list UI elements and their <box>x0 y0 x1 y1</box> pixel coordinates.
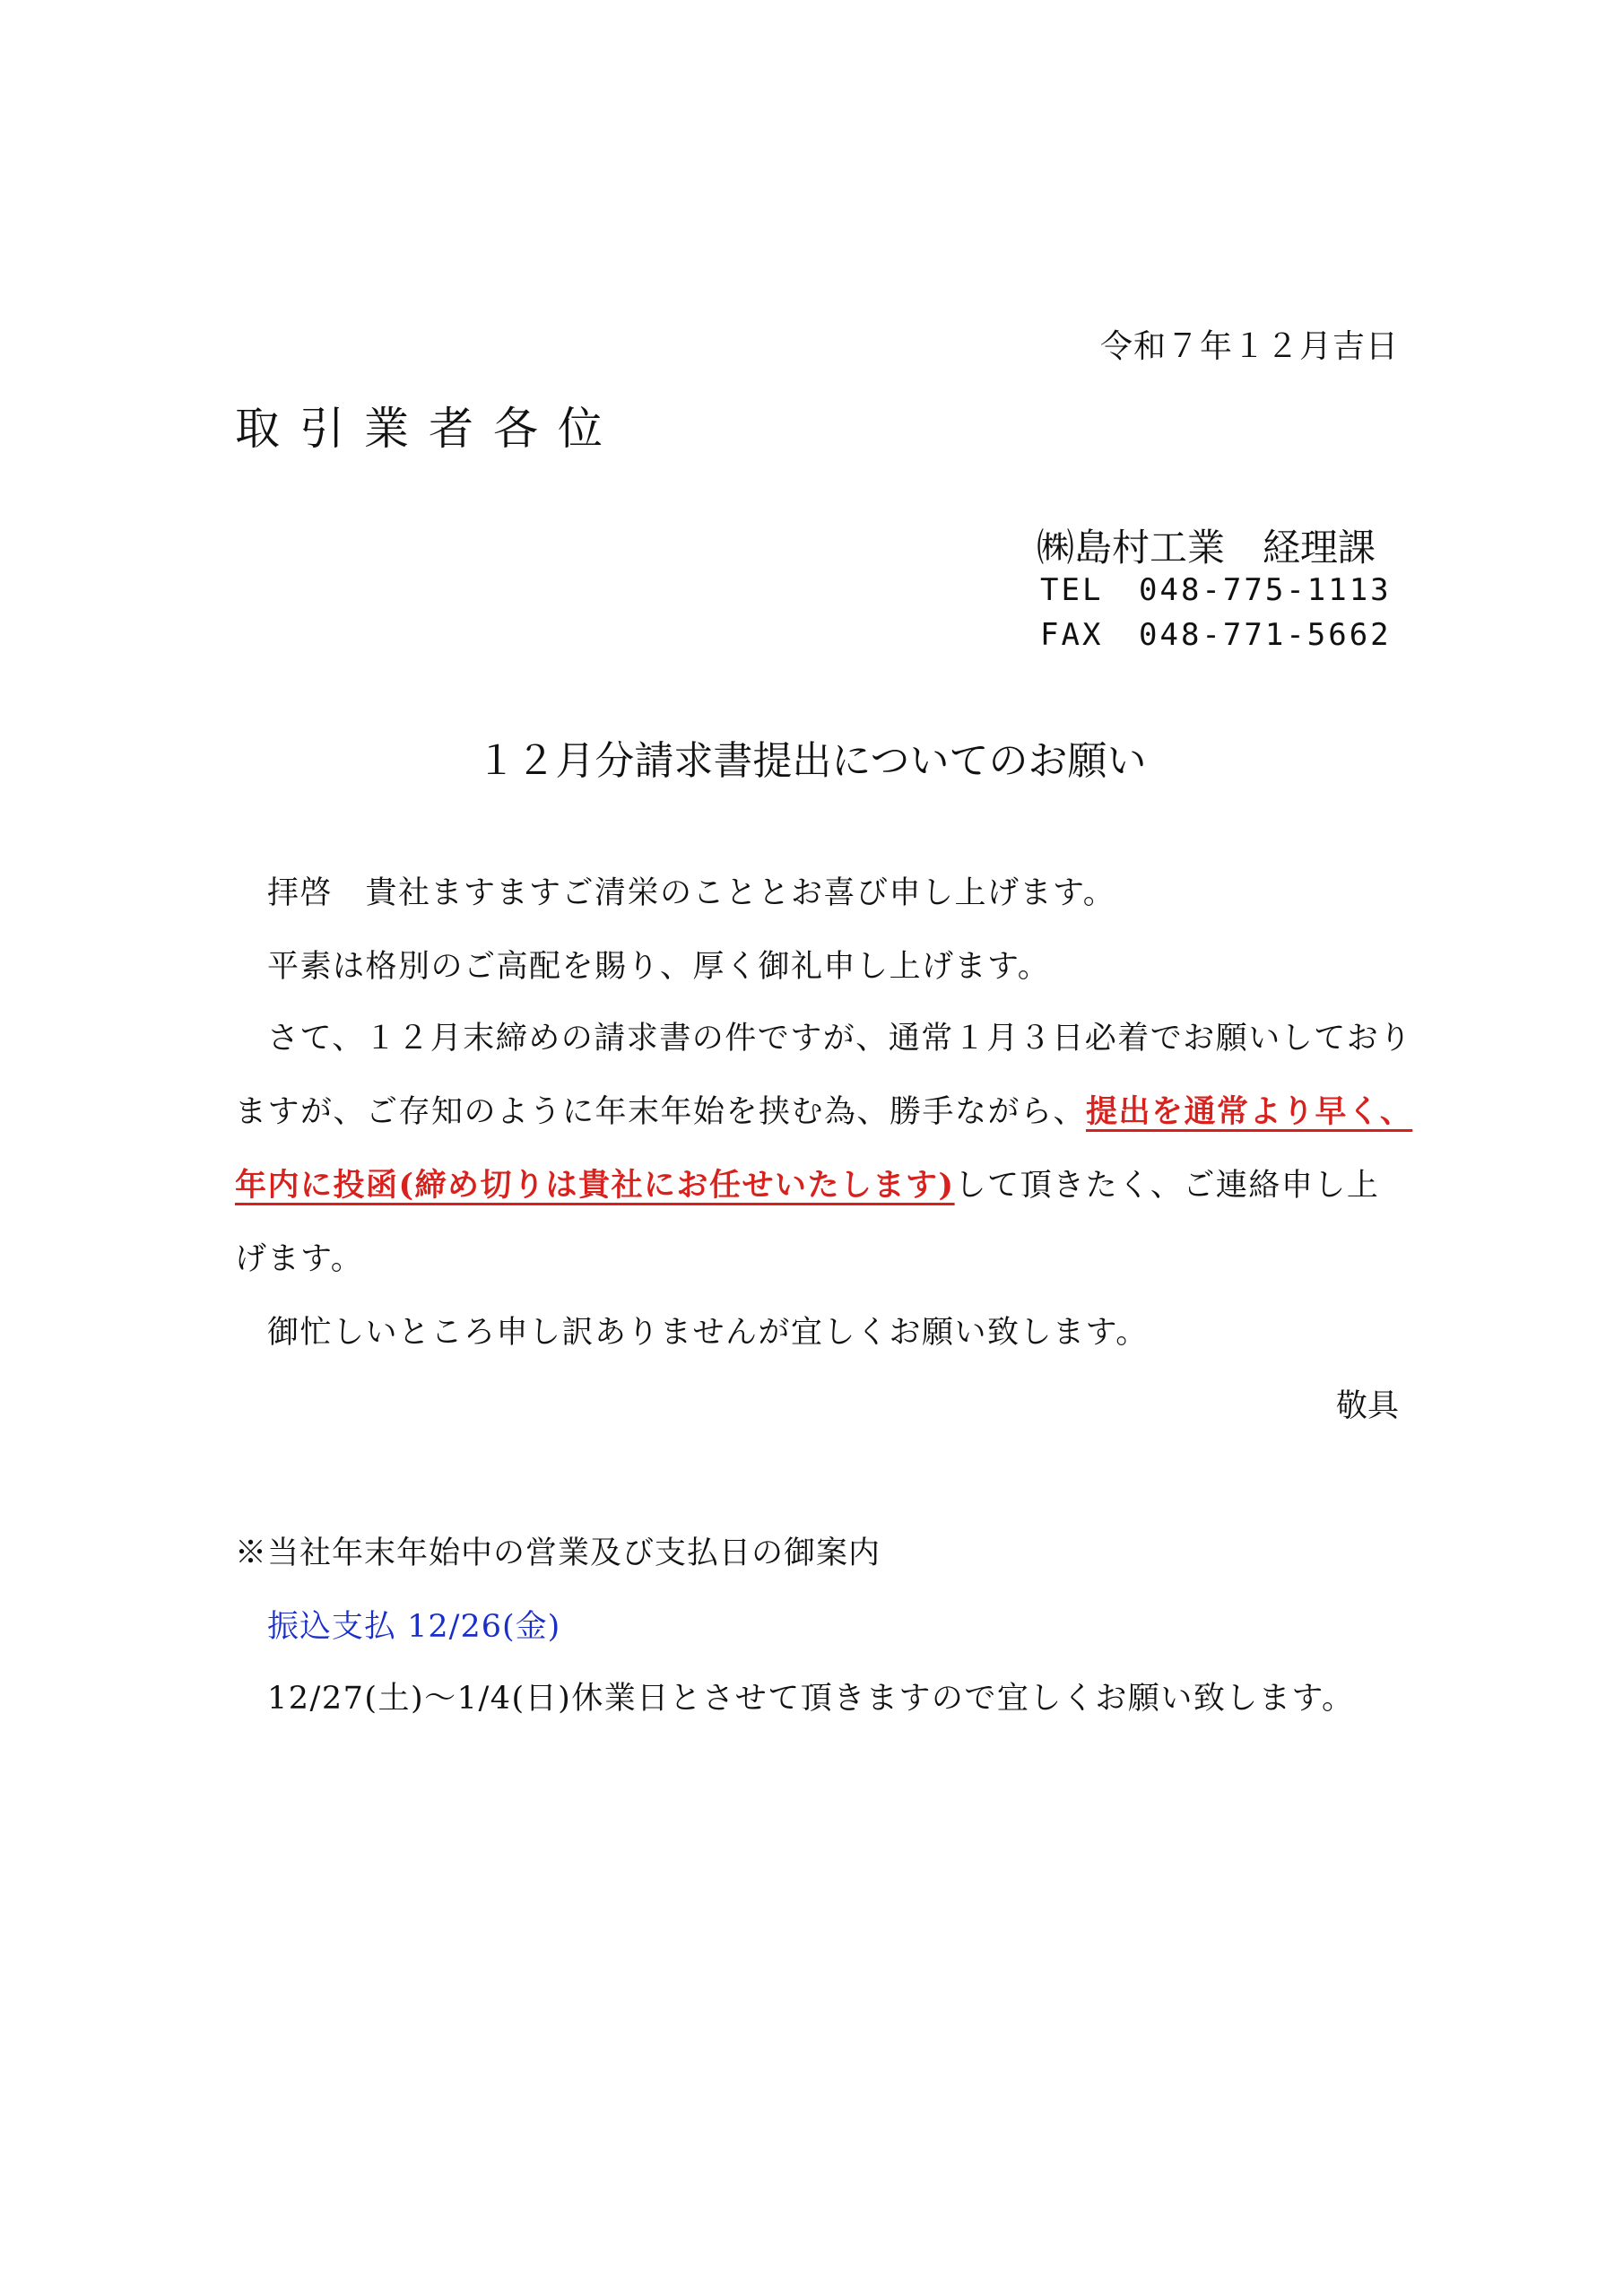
sender-fax <box>1040 617 1392 653</box>
body-line-2: 平素は格別のご高配を賜り、厚く御礼申し上げます。 <box>267 949 1051 985</box>
holiday-notice: 12/27(土)～1/4(日)休業日とさせて頂きますので宜しくお願い致します。 <box>267 1681 1355 1717</box>
body-line-4-text: ますが、ご存知のように年末年始を挟む為、勝手ながら、 <box>235 1094 1087 1130</box>
body-line-3: さて、１２月末締めの請求書の件ですが、通常１月３日必着でお願いしており <box>267 1021 1412 1057</box>
tel-number: 048-775-1113 <box>1139 572 1392 608</box>
body-line-6: げます。 <box>235 1241 364 1277</box>
tel-label: TEL <box>1040 572 1104 608</box>
body-line-5-text: して頂きたく、ご連絡申し上 <box>954 1168 1380 1204</box>
recipient-heading: 取引業者各位 <box>235 403 622 455</box>
fax-label: FAX <box>1040 617 1104 653</box>
body-line-5 <box>235 1161 1379 1205</box>
fax-number: 048-771-5662 <box>1139 617 1392 653</box>
highlight-mail-within-year: 年内に投函(締め切りは貴社にお任せいたします) <box>235 1167 955 1204</box>
document-date: 令和７年１２月吉日 <box>1099 328 1399 365</box>
highlight-early-submission: 提出を通常より早く、 <box>1086 1093 1413 1130</box>
body-line-7: 御忙しいところ申し訳ありませんが宜しくお願い致します。 <box>267 1315 1149 1351</box>
notice-title: ※当社年末年始中の営業及び支払日の御案内 <box>235 1535 881 1571</box>
payment-date: 振込支払 12/26(金) <box>267 1609 561 1645</box>
document-subject: １２月分請求書提出についてのお願い <box>476 738 1147 784</box>
body-line-4 <box>235 1087 1412 1132</box>
sender-tel <box>1040 572 1392 608</box>
body-line-1: 拝啓 貴社ますますご清栄のこととお喜び申し上げます。 <box>267 875 1116 911</box>
closing-keigu: 敬具 <box>1335 1388 1399 1424</box>
sender-company: ㈱島村工業 経理課 <box>1036 526 1376 570</box>
